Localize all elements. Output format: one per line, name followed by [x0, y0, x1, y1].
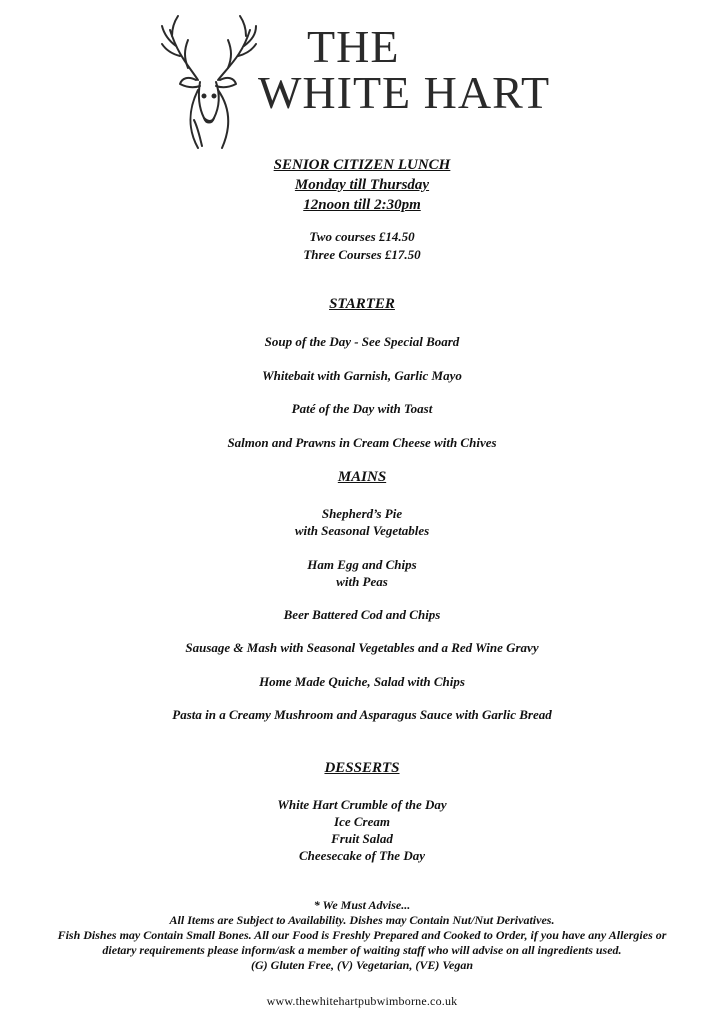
stag-head-icon — [158, 10, 258, 150]
brand-line-1: THE — [307, 21, 400, 72]
mains-item: Sausage & Mash with Seasonal Vegetables and a Red Wine Gravy — [185, 640, 539, 655]
lunch-title: SENIOR CITIZEN LUNCH — [273, 157, 451, 173]
mains-item — [0, 556, 724, 590]
starter-heading: STARTER — [329, 296, 395, 312]
lunch-days: Monday till Thursday — [294, 177, 430, 193]
notice-line: * We Must Advise... — [313, 898, 411, 912]
allergy-notice — [0, 898, 724, 973]
desserts-list — [0, 796, 724, 864]
lunch-header — [0, 155, 724, 215]
starter-item: Paté of the Day with Toast — [291, 401, 433, 416]
mains-item: Pasta in a Creamy Mushroom and Asparagus Sauce with Garlic Bread — [172, 707, 552, 722]
brand-line-2: WHITE HART — [258, 67, 551, 118]
website-link[interactable]: www.thewhitehartpubwimborne.co.uk — [266, 994, 458, 1008]
dessert-item: White Hart Crumble of the Day — [277, 797, 447, 812]
course-prices — [0, 228, 724, 264]
price-two-courses: Two courses £14.50 — [309, 229, 415, 244]
starter-item: Soup of the Day - See Special Board — [264, 334, 460, 349]
brand-name — [258, 21, 551, 118]
dessert-item: Fruit Salad — [331, 831, 393, 846]
starter-item: Whitebait with Garnish, Garlic Mayo — [262, 368, 462, 383]
lunch-hours: 12noon till 2:30pm — [303, 197, 421, 213]
mains-item-name: Ham Egg and Chips — [307, 557, 417, 572]
dessert-item: Cheesecake of The Day — [299, 848, 425, 863]
price-three-courses: Three Courses £17.50 — [303, 247, 421, 262]
mains-item: Home Made Quiche, Salad with Chips — [259, 674, 465, 689]
mains-item-side: with Seasonal Vegetables — [294, 523, 430, 538]
mains-heading: MAINS — [337, 469, 387, 485]
mains-item-name: Shepherd’s Pie — [321, 506, 403, 521]
notice-line: Fish Dishes may Contain Small Bones. All our Food is Freshly Prepared and Cooked to Order, if you have any Allergies or — [57, 928, 667, 942]
mains-item: Beer Battered Cod and Chips — [283, 607, 441, 622]
dessert-item: Ice Cream — [334, 814, 390, 829]
notice-line: (G) Gluten Free, (V) Vegetarian, (VE) Vegan — [251, 958, 473, 972]
mains-item — [0, 505, 724, 539]
desserts-heading: DESSERTS — [324, 760, 400, 776]
starter-item: Salmon and Prawns in Cream Cheese with Chives — [227, 435, 497, 450]
logo — [150, 10, 570, 150]
notice-line: dietary requirements please inform/ask a member of waiting staff who will advise on all ingredients used. — [102, 943, 622, 957]
notice-line: All Items are Subject to Availability. Dishes may Contain Nut/Nut Derivatives. — [169, 913, 555, 927]
mains-item-side: with Peas — [336, 574, 388, 589]
